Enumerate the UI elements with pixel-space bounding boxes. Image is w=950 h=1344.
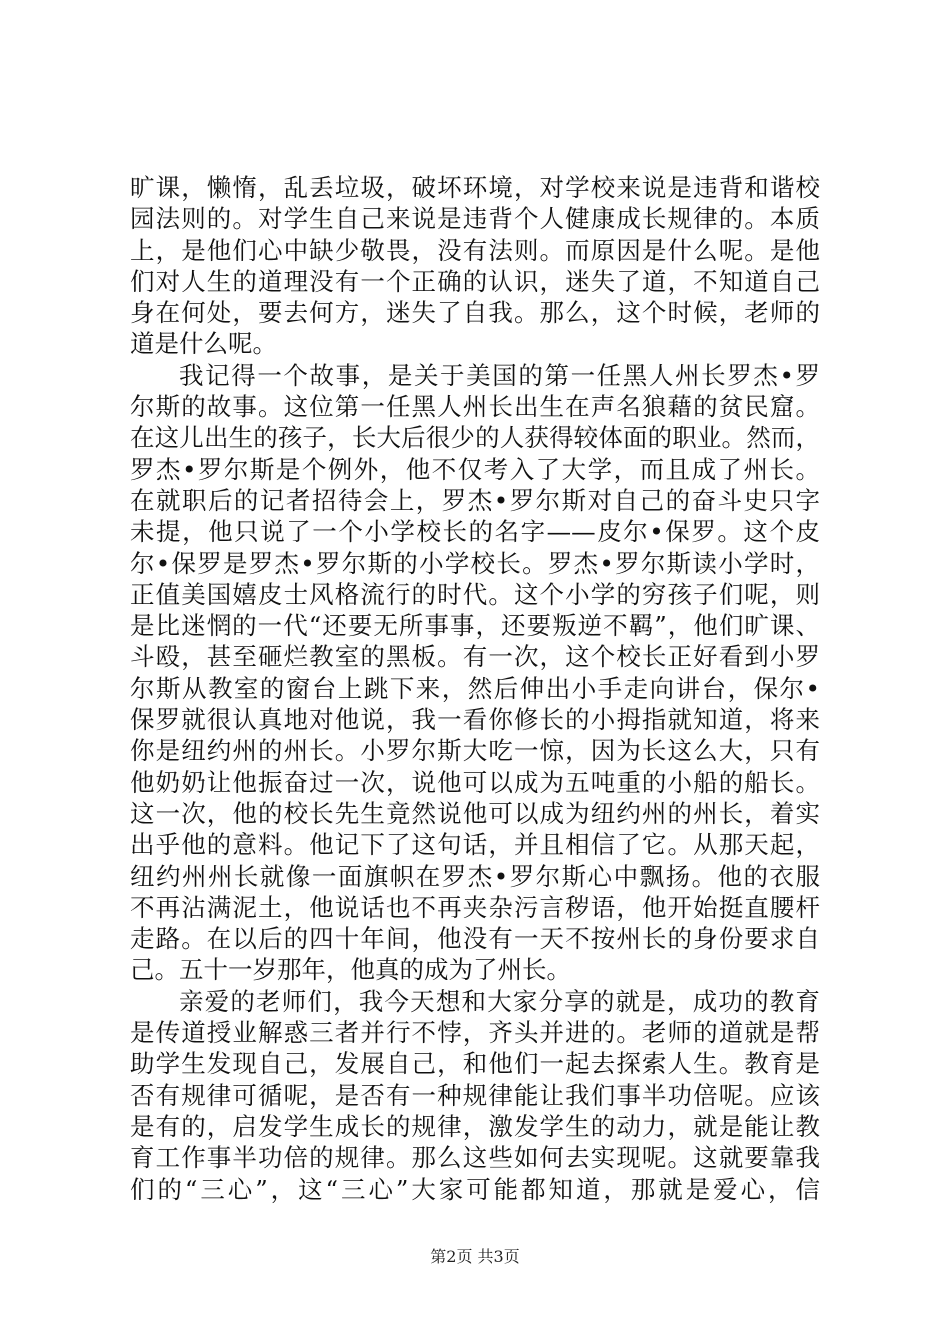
text-line: 我记得一个故事，是关于美国的第一任黑人州长罗杰•罗 [179, 360, 820, 390]
text-line: 未提，他只说了一个小学校长的名字——皮尔•保罗。这个皮 [130, 517, 820, 547]
text-line: 尔斯从教室的窗台上跳下来，然后伸出小手走向讲台，保尔• [130, 673, 820, 703]
text-line: 你是纽约州的州长。小罗尔斯大吃一惊，因为长这么大，只有 [130, 736, 820, 766]
text-line: 出乎他的意料。他记下了这句话，并且相信了它。从那天起， [130, 830, 820, 860]
text-line: 在这儿出生的孩子，长大后很少的人获得较体面的职业。然而， [130, 423, 820, 453]
text-line: 纽约州州长就像一面旗帜在罗杰•罗尔斯心中飘扬。他的衣服 [130, 861, 820, 891]
page-footer: 第2页 共3页 [430, 1247, 520, 1266]
text-line: 助学生发现自己，发展自己，和他们一起去探索人生。教育是 [130, 1049, 820, 1079]
text-line: 保罗就很认真地对他说，我一看你修长的小拇指就知道，将来 [130, 705, 820, 735]
text-line: 是有的，启发学生成长的规律，激发学生的动力，就是能让教 [130, 1111, 820, 1141]
text-line: 是比迷惘的一代“还要无所事事，还要叛逆不羁”，他们旷课、 [130, 611, 820, 641]
text-line: 上，是他们心中缺少敬畏，没有法则。而原因是什么呢。是他 [130, 235, 820, 265]
text-line: 是传道授业解惑三者并行不悖，齐头并进的。老师的道就是帮 [130, 1018, 820, 1048]
text-line: 们的“三心”，这“三心”大家可能都知道，那就是爱心，信 [130, 1174, 820, 1204]
text-line: 亲爱的老师们，我今天想和大家分享的就是，成功的教育 [179, 986, 820, 1016]
text-line: 己。五十一岁那年，他真的成为了州长。 [130, 955, 571, 985]
body-text [130, 172, 820, 1205]
text-line: 不再沾满泥土，他说话也不再夹杂污言秽语，他开始挺直腰杆 [130, 892, 820, 922]
text-line: 罗杰•罗尔斯是个例外，他不仅考入了大学，而且成了州长。 [130, 454, 820, 484]
text-line: 道是什么呢。 [130, 329, 277, 359]
text-line: 尔•保罗是罗杰•罗尔斯的小学校长。罗杰•罗尔斯读小学时， [130, 548, 820, 578]
text-line: 他奶奶让他振奋过一次，说他可以成为五吨重的小船的船长。 [130, 767, 820, 797]
text-line: 正值美国嬉皮士风格流行的时代。这个小学的穷孩子们呢，则 [130, 579, 820, 609]
text-line: 身在何处，要去何方，迷失了自我。那么，这个时候，老师的 [130, 298, 820, 328]
text-line: 走路。在以后的四十年间，他没有一天不按州长的身份要求自 [130, 924, 820, 954]
text-line: 旷课，懒惰，乱丢垃圾，破坏环境，对学校来说是违背和谐校 [130, 173, 820, 202]
text-line: 这一次，他的校长先生竟然说他可以成为纽约州的州长，着实 [130, 798, 820, 828]
text-line: 园法则的。对学生自己来说是违背个人健康成长规律的。本质 [130, 204, 820, 234]
text-line: 育工作事半功倍的规律。那么这些如何去实现呢。这就要靠我 [130, 1143, 820, 1173]
text-line: 否有规律可循呢，是否有一种规律能让我们事半功倍呢。应该 [130, 1080, 820, 1110]
text-line: 斗殴，甚至砸烂教室的黑板。有一次，这个校长正好看到小罗 [130, 642, 820, 672]
text-line: 尔斯的故事。这位第一任黑人州长出生在声名狼藉的贫民窟。 [130, 392, 820, 422]
text-line: 们对人生的道理没有一个正确的认识，迷失了道，不知道自己 [130, 266, 820, 296]
text-line: 在就职后的记者招待会上，罗杰•罗尔斯对自己的奋斗史只字 [130, 485, 820, 515]
